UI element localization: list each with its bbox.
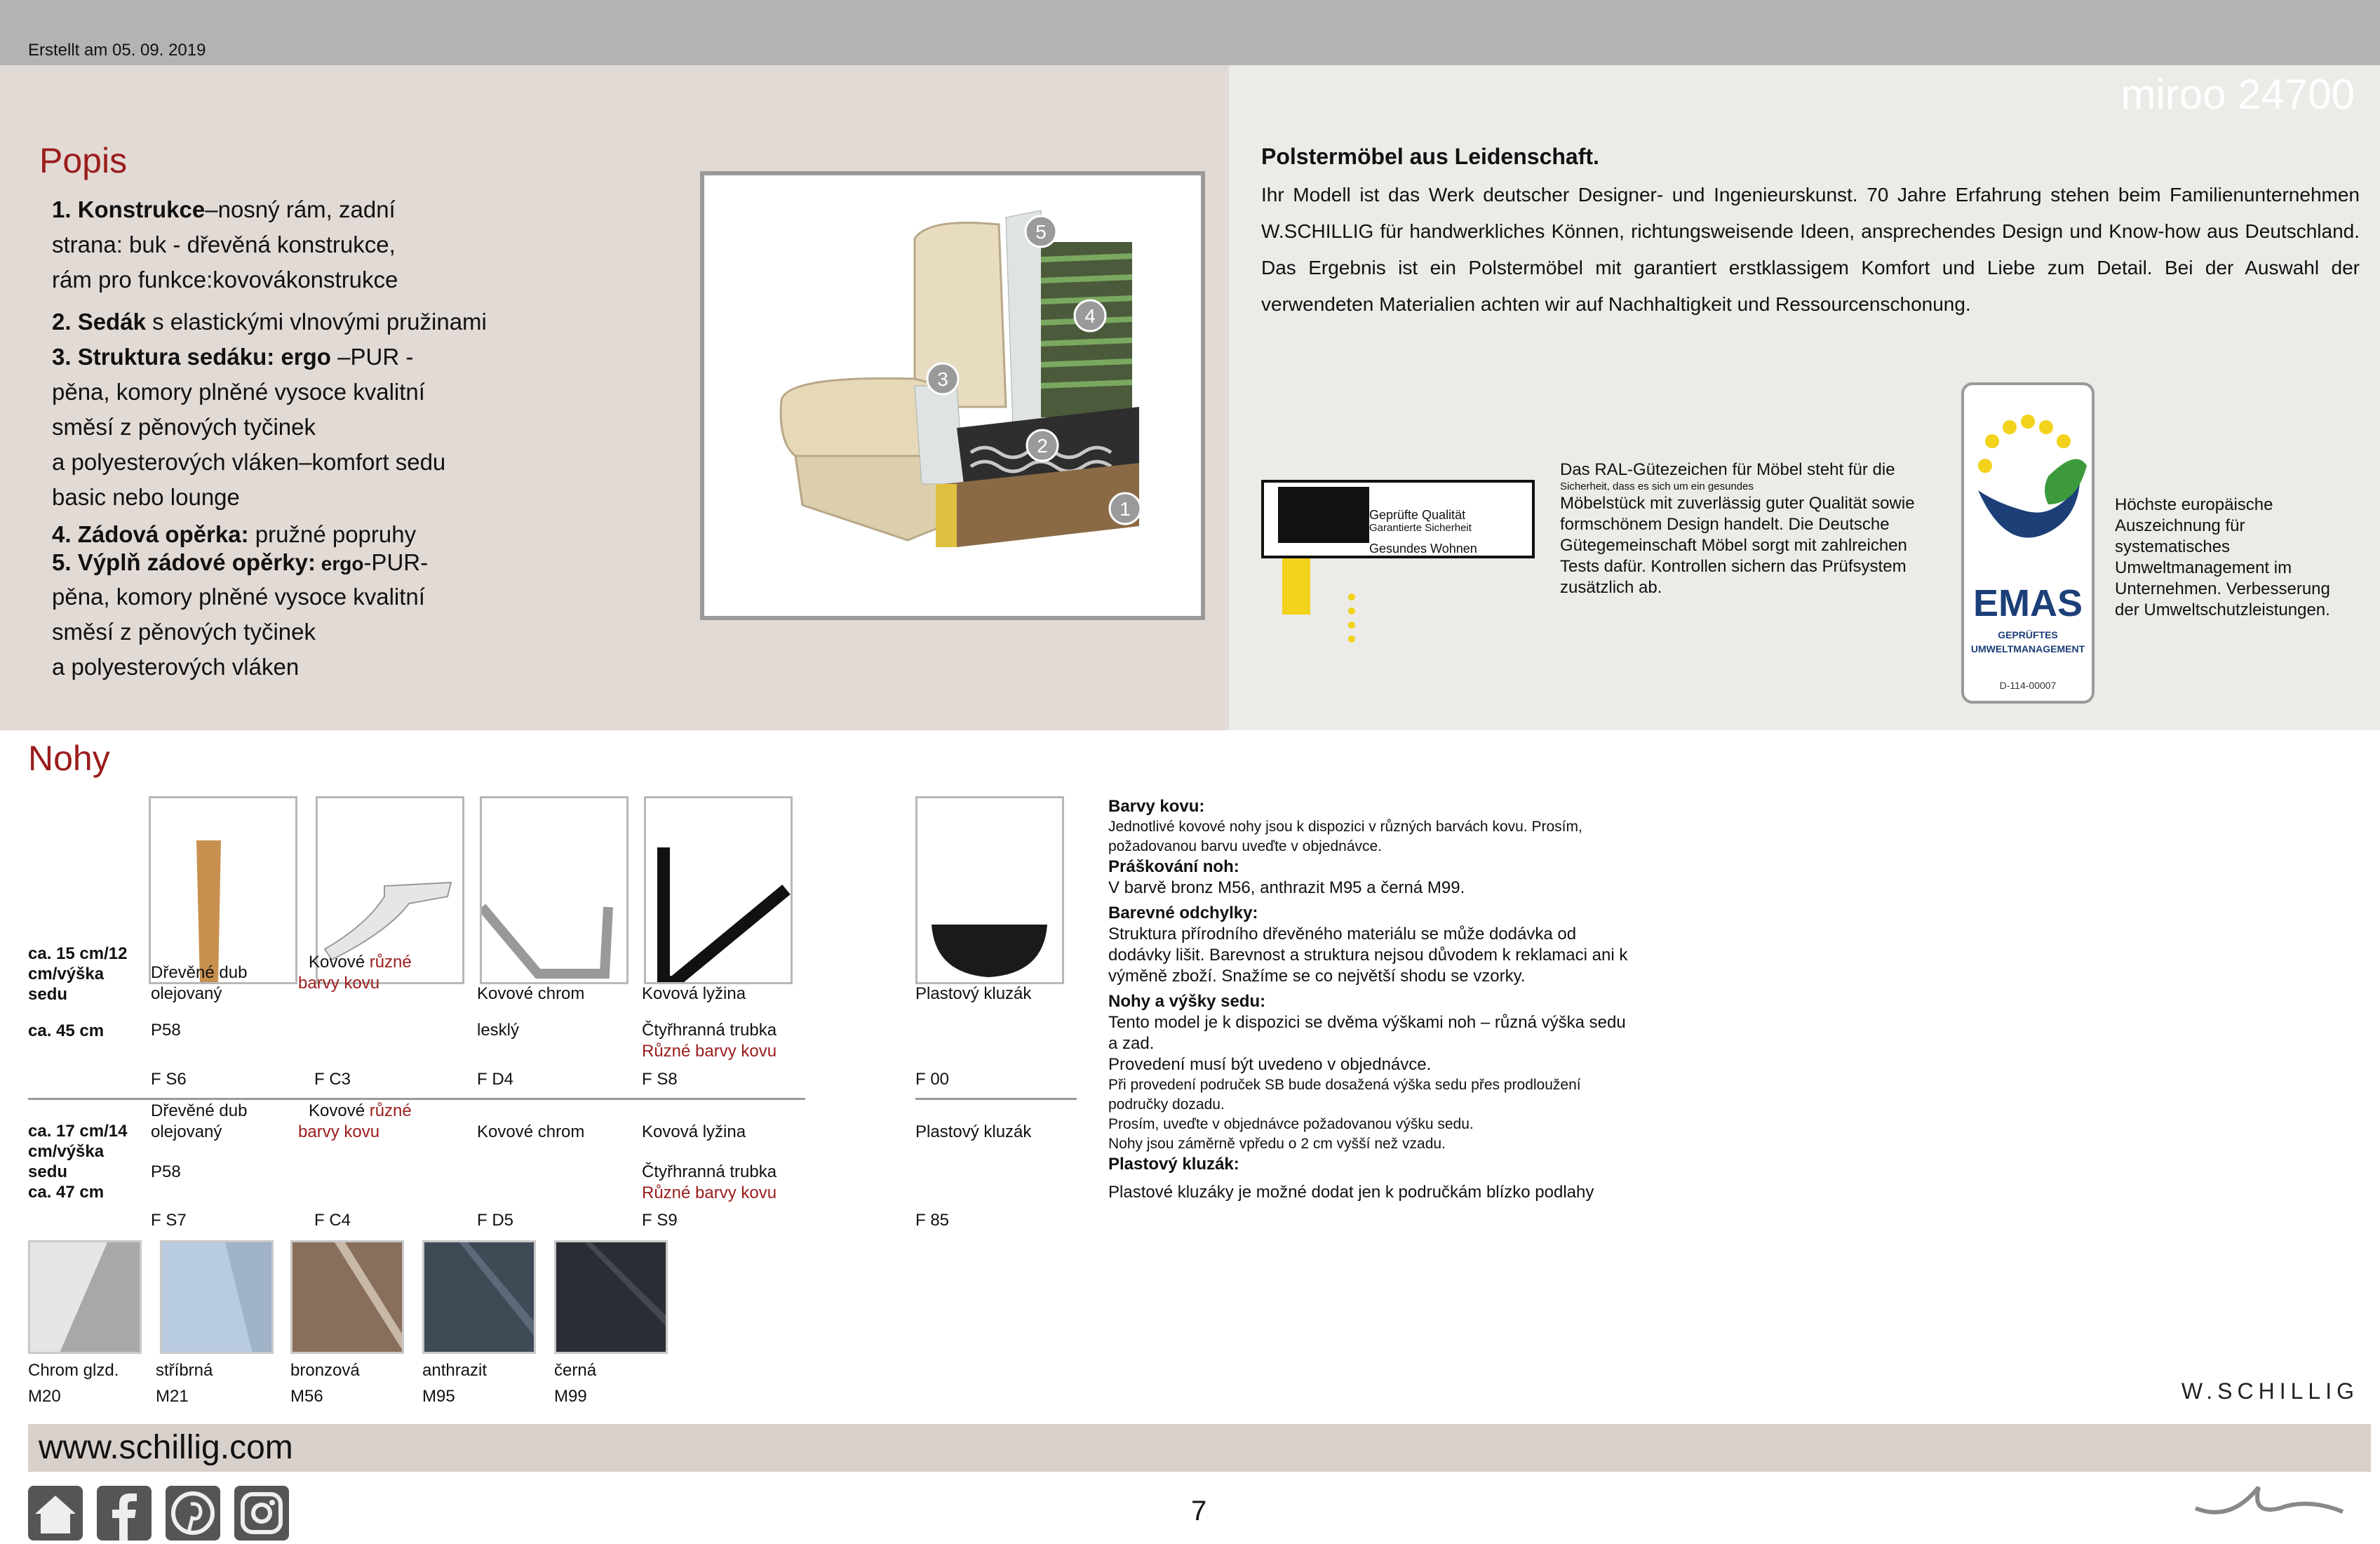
ral-badge: Geprüfte Qualität Garantierte Sicherheit Gesundes Wohnen bbox=[1261, 480, 1535, 558]
leg-image-runner bbox=[644, 796, 793, 984]
row-divider bbox=[28, 1098, 805, 1100]
plastic-glide-icon bbox=[917, 798, 1062, 982]
created-date: Erstellt am 05. 09. 2019 bbox=[28, 41, 206, 60]
callout-5: 5 bbox=[1035, 221, 1047, 243]
ral-dots bbox=[1348, 593, 1362, 643]
page-number: 7 bbox=[1191, 1496, 1207, 1526]
row-divider-glide bbox=[915, 1098, 1077, 1100]
callout-4: 4 bbox=[1084, 305, 1096, 327]
popis-item-4: 4. Zádová opěrka: pružné popruhy bbox=[52, 521, 417, 547]
top-bar bbox=[0, 0, 2380, 65]
callout-2: 2 bbox=[1037, 435, 1048, 457]
leg-code-fs6: F S6 bbox=[151, 1070, 187, 1089]
website-link[interactable]: www.schillig.com bbox=[39, 1429, 293, 1466]
leg-code-fs8: F S8 bbox=[642, 1070, 678, 1089]
leg-code-fc3: F C3 bbox=[314, 1070, 351, 1089]
leg-code-fs7: F S7 bbox=[151, 1211, 187, 1230]
instagram-icon[interactable] bbox=[234, 1486, 289, 1540]
swatch-anthrazit-texture bbox=[424, 1242, 536, 1354]
swatch-chrom-texture bbox=[30, 1242, 142, 1354]
swatch-stribrna-texture bbox=[162, 1242, 274, 1354]
popis-list: 1. Konstrukce–nosný rám, zadní strana: buk - dřevěná konstrukce, rám pro funkce:kovovákonstrukce 2. Sedák s elastickými vlnovými pružinami 3. Struktura sedáku: ergo –PUR - pěna, komory plněné vysoce kvalitní směsí z pěnových tyčinek a polyesterových vláken–komfort sedu basic nebo lounge 4. Zádová opěrka: pružné popruhy 5. Výplň zádové opěrky: ergo-PUR- pěna, komory plněné vysoce kvalitní směsí z pěnových tyčinek a polyesterových vláken bbox=[52, 192, 683, 685]
emas-logo: EMAS GEPRÜFTES UMWELTMANAGEMENT D-114-00007 bbox=[1961, 382, 2095, 704]
swatch-chrom bbox=[28, 1240, 142, 1354]
ral-text: Das RAL-Gütezeichen für Möbel steht für die Sicherheit, dass es sich um ein gesundes Möbelstück mit zuverlässig guter Qualität sowie formschönem Design handelt. Die Deutsche Gütegemeinschaft Möbel sorgt mit zahlreichen Tests dafür. Kontrollen sichern das Prüfsystem zusätzlich ab. bbox=[1560, 460, 1915, 597]
runner-leg-icon bbox=[646, 798, 791, 982]
swatch-stribrna bbox=[160, 1240, 274, 1354]
pinterest-icon[interactable] bbox=[166, 1486, 220, 1540]
leg-code-f85: F 85 bbox=[915, 1211, 950, 1230]
ral-yellow-mark bbox=[1282, 558, 1310, 615]
popis-item-1: 1. Konstrukce–nosný rám, zadní bbox=[52, 196, 396, 222]
intro-title: Polstermöbel aus Leidenschaft. bbox=[1261, 144, 1599, 169]
notes-column: Barvy kovu: Jednotlivé kovové nohy jsou k dispozici v různých barvách kovu. Prosím, požadovanou barvu uveďte v objednávce. Práškování noh: V barvě bronz M56, anthrazit M95 a černá M99. Barevné odchylky: Struktura přírodního dřevěného materiálu se může dodávka od dodávky lišit. Barevnost a struktura nejsou důvodem k reklamaci ani k výměně zboží. Snažíme se co největší shodu se vzorky. Nohy a výšky sedu: Tento model je k dispozici se dvěma výškami noh – různá výška sedu a zad. Provedení musí být uvedeno v objednávce. Při provedení područek SB bude dosažená výška sedu přes prodloužení područky dozadu. Prosím, uveďte v objednávce požadovanou výšku sedu. Nohy jsou záměrně vpředu o 2 cm vyšší než vzadu. Plastový kluzák: Plastové kluzáky je možné dodat jen k područkám blízko podlahy bbox=[1108, 797, 1628, 1202]
intro-text: Ihr Modell ist das Werk deutscher Designer- und Ingenieurskunst. 70 Jahre Erfahrung stehen beim Familienunternehmen W.SCHILLIG für handwerkliches Können, richtungsweisende Ideen, ansprechendes Design und Know-how aus Deutschland. Das Ergebnis ist ein Polstermöbel mit garantiert erstklassigem Komfort und Liebe zum Detail. Bei der Auswahl der verwendeten Materialien achten wir auf Nachhaltigkeit und Ressourcenschonung. bbox=[1261, 184, 2360, 315]
model-name: miroo 24700 bbox=[2120, 71, 2355, 118]
emas-emblem bbox=[1964, 399, 2092, 575]
popis-item-3: 3. Struktura sedáku: ergo –PUR - bbox=[52, 344, 414, 370]
sofa-cutaway-illustration bbox=[704, 175, 1201, 616]
row2-height: ca. 17 cm/14 cm/výška sedu bbox=[28, 1122, 128, 1181]
row1-height: ca. 15 cm/12 cm/výška sedu bbox=[28, 944, 128, 1004]
leg-code-fd5: F D5 bbox=[477, 1211, 514, 1230]
swatch-bronzova-texture bbox=[293, 1242, 404, 1354]
leg-code-fd4: F D4 bbox=[477, 1070, 514, 1089]
url-bar bbox=[28, 1424, 2371, 1472]
wooden-leg-icon bbox=[151, 798, 295, 982]
popis-item-2: 2. Sedák s elastickými vlnovými pružinami bbox=[52, 309, 487, 335]
nohy-title: Nohy bbox=[28, 739, 110, 778]
emas-text: Höchste europäische Auszeichnung für systematisches Umweltmanagement im Unternehmen. Verbesserung der Umweltschutzleistungen. bbox=[2115, 495, 2330, 619]
leg-code-f00: F 00 bbox=[915, 1070, 950, 1089]
sofa-construction-image bbox=[700, 171, 1205, 620]
signature-graphic bbox=[2189, 1459, 2350, 1529]
popis-title: Popis bbox=[39, 141, 128, 180]
home-icon[interactable] bbox=[28, 1486, 83, 1540]
leg-image-wood bbox=[149, 796, 297, 984]
callout-1: 1 bbox=[1120, 498, 1131, 520]
swatch-cerna-texture bbox=[556, 1242, 668, 1354]
row1-height-total: ca. 45 cm bbox=[28, 1021, 105, 1040]
swatch-cerna bbox=[554, 1240, 668, 1354]
leg-image-glide bbox=[915, 796, 1064, 984]
ral-logo bbox=[1278, 487, 1369, 543]
leg-code-fc4: F C4 bbox=[314, 1211, 351, 1230]
callout-3: 3 bbox=[937, 368, 948, 390]
swatch-anthrazit bbox=[422, 1240, 536, 1354]
leg-image-chrome bbox=[480, 796, 628, 984]
row2-height-total: ca. 47 cm bbox=[28, 1183, 105, 1202]
brand-logo: W.SCHILLIG bbox=[2181, 1378, 2359, 1404]
popis-item-5: 5. Výplň zádové opěrky: ergo-PUR- bbox=[52, 549, 429, 575]
swatch-bronzova bbox=[290, 1240, 404, 1354]
leg-code-fs9: F S9 bbox=[642, 1211, 678, 1230]
facebook-icon[interactable] bbox=[97, 1486, 152, 1540]
chrome-leg-icon bbox=[482, 798, 626, 982]
